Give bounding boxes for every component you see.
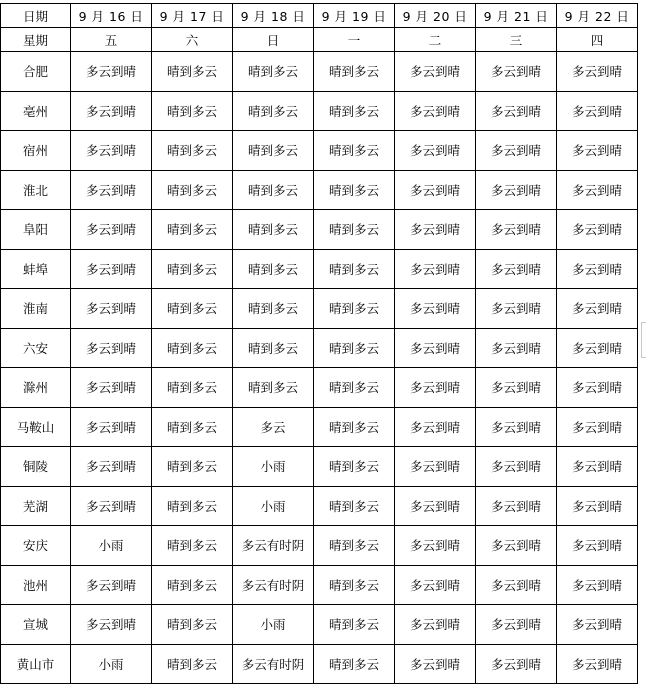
forecast-cell: 晴到多云 <box>233 170 314 210</box>
table-row <box>1 131 638 171</box>
forecast-cell: 小雨 <box>233 447 314 487</box>
forecast-cell: 多云到晴 <box>557 210 638 250</box>
forecast-cell: 多云到晴 <box>476 644 557 684</box>
table-row <box>1 486 638 526</box>
forecast-cell: 多云到晴 <box>395 644 476 684</box>
forecast-cell: 晴到多云 <box>314 447 395 487</box>
forecast-cell: 晴到多云 <box>152 447 233 487</box>
forecast-cell: 多云到晴 <box>395 407 476 447</box>
forecast-cell: 晴到多云 <box>314 91 395 131</box>
weekday-cell: 三 <box>476 28 557 52</box>
forecast-cell: 多云到晴 <box>476 368 557 408</box>
forecast-cell: 多云到晴 <box>395 131 476 171</box>
forecast-cell: 晴到多云 <box>152 52 233 92</box>
forecast-cell: 多云到晴 <box>395 91 476 131</box>
forecast-cell: 多云到晴 <box>395 605 476 645</box>
forecast-cell: 多云有时阴 <box>233 565 314 605</box>
forecast-cell: 晴到多云 <box>152 249 233 289</box>
forecast-cell: 晴到多云 <box>314 328 395 368</box>
table-row <box>1 328 638 368</box>
forecast-cell: 晴到多云 <box>314 170 395 210</box>
city-name-cell: 阜阳 <box>1 210 71 250</box>
forecast-cell: 多云到晴 <box>476 486 557 526</box>
forecast-cell: 晴到多云 <box>152 565 233 605</box>
forecast-cell: 多云到晴 <box>476 210 557 250</box>
forecast-cell: 晴到多云 <box>314 289 395 329</box>
weekday-cell: 五 <box>71 28 152 52</box>
forecast-cell: 小雨 <box>71 526 152 566</box>
weekday-cell: 六 <box>152 28 233 52</box>
forecast-cell: 多云到晴 <box>557 249 638 289</box>
forecast-cell: 多云到晴 <box>71 368 152 408</box>
forecast-cell: 晴到多云 <box>152 368 233 408</box>
forecast-cell: 晴到多云 <box>152 210 233 250</box>
forecast-cell: 晴到多云 <box>233 210 314 250</box>
forecast-cell: 多云到晴 <box>71 486 152 526</box>
date-cell: 9 月 19 日 <box>314 4 395 28</box>
city-name-cell: 芜湖 <box>1 486 71 526</box>
weekday-cell: 日 <box>233 28 314 52</box>
date-cell: 9 月 18 日 <box>233 4 314 28</box>
forecast-cell: 多云到晴 <box>71 565 152 605</box>
city-name-cell: 六安 <box>1 328 71 368</box>
date-cell: 9 月 21 日 <box>476 4 557 28</box>
forecast-cell: 晴到多云 <box>152 328 233 368</box>
forecast-cell: 多云到晴 <box>476 605 557 645</box>
forecast-cell: 晴到多云 <box>233 131 314 171</box>
forecast-cell: 多云到晴 <box>557 526 638 566</box>
forecast-cell: 晴到多云 <box>314 644 395 684</box>
forecast-cell: 多云到晴 <box>71 210 152 250</box>
forecast-cell: 晴到多云 <box>152 526 233 566</box>
forecast-cell: 多云到晴 <box>395 526 476 566</box>
forecast-cell: 多云到晴 <box>395 52 476 92</box>
forecast-cell: 晴到多云 <box>314 52 395 92</box>
forecast-cell: 晴到多云 <box>314 131 395 171</box>
table-row <box>1 249 638 289</box>
forecast-cell: 多云到晴 <box>476 447 557 487</box>
forecast-cell: 多云到晴 <box>71 289 152 329</box>
table-row <box>1 368 638 408</box>
city-name-cell: 宣城 <box>1 605 71 645</box>
forecast-cell: 多云到晴 <box>71 170 152 210</box>
forecast-cell: 多云到晴 <box>476 52 557 92</box>
forecast-cell: 小雨 <box>71 644 152 684</box>
side-scroll-marker <box>641 322 646 358</box>
table-row <box>1 447 638 487</box>
forecast-cell: 多云到晴 <box>557 486 638 526</box>
forecast-cell: 小雨 <box>233 605 314 645</box>
forecast-cell: 晴到多云 <box>152 91 233 131</box>
city-name-cell: 宿州 <box>1 131 71 171</box>
forecast-cell: 多云到晴 <box>71 447 152 487</box>
forecast-cell: 多云到晴 <box>476 565 557 605</box>
forecast-cell: 多云到晴 <box>557 91 638 131</box>
forecast-cell: 多云到晴 <box>395 565 476 605</box>
table-row <box>1 407 638 447</box>
table-row <box>1 289 638 329</box>
forecast-cell: 多云到晴 <box>71 249 152 289</box>
table-row <box>1 210 638 250</box>
forecast-cell: 多云到晴 <box>557 368 638 408</box>
forecast-cell: 多云到晴 <box>71 605 152 645</box>
forecast-cell: 多云到晴 <box>476 289 557 329</box>
city-name-cell: 马鞍山 <box>1 407 71 447</box>
forecast-cell: 多云到晴 <box>395 249 476 289</box>
forecast-cell: 多云到晴 <box>395 447 476 487</box>
forecast-cell: 晴到多云 <box>152 407 233 447</box>
table-row <box>1 170 638 210</box>
city-name-cell: 池州 <box>1 565 71 605</box>
city-name-cell: 安庆 <box>1 526 71 566</box>
forecast-cell: 晴到多云 <box>314 526 395 566</box>
date-cell: 9 月 17 日 <box>152 4 233 28</box>
city-name-cell: 淮南 <box>1 289 71 329</box>
city-name-cell: 淮北 <box>1 170 71 210</box>
forecast-cell: 多云到晴 <box>557 605 638 645</box>
forecast-cell: 晴到多云 <box>152 131 233 171</box>
forecast-cell: 多云到晴 <box>557 447 638 487</box>
forecast-cell: 晴到多云 <box>233 249 314 289</box>
forecast-cell: 多云到晴 <box>71 131 152 171</box>
date-cell: 9 月 22 日 <box>557 4 638 28</box>
forecast-cell: 晴到多云 <box>233 368 314 408</box>
forecast-cell: 小雨 <box>233 486 314 526</box>
city-name-cell: 合肥 <box>1 52 71 92</box>
forecast-cell: 晴到多云 <box>314 249 395 289</box>
weather-forecast-table <box>0 3 638 684</box>
forecast-cell: 晴到多云 <box>233 328 314 368</box>
weekday-header-row <box>1 28 638 52</box>
date-cell: 9 月 20 日 <box>395 4 476 28</box>
city-name-cell: 亳州 <box>1 91 71 131</box>
city-name-cell: 黄山市 <box>1 644 71 684</box>
forecast-cell: 多云到晴 <box>557 328 638 368</box>
table-row <box>1 605 638 645</box>
forecast-cell: 多云到晴 <box>476 407 557 447</box>
forecast-cell: 晴到多云 <box>314 407 395 447</box>
forecast-cell: 晴到多云 <box>152 644 233 684</box>
forecast-cell: 多云到晴 <box>557 170 638 210</box>
forecast-cell: 多云到晴 <box>395 170 476 210</box>
forecast-cell: 多云到晴 <box>395 289 476 329</box>
forecast-cell: 多云到晴 <box>395 328 476 368</box>
forecast-cell: 多云到晴 <box>557 644 638 684</box>
forecast-cell: 多云到晴 <box>395 486 476 526</box>
forecast-cell: 晴到多云 <box>152 486 233 526</box>
forecast-cell: 晴到多云 <box>233 289 314 329</box>
city-name-cell: 铜陵 <box>1 447 71 487</box>
forecast-cell: 多云到晴 <box>557 52 638 92</box>
forecast-cell: 晴到多云 <box>233 91 314 131</box>
forecast-cell: 多云到晴 <box>557 131 638 171</box>
date-cell: 9 月 16 日 <box>71 4 152 28</box>
forecast-cell: 晴到多云 <box>233 52 314 92</box>
forecast-cell: 多云到晴 <box>557 565 638 605</box>
forecast-cell: 多云到晴 <box>476 91 557 131</box>
city-name-cell: 蚌埠 <box>1 249 71 289</box>
date-header-row <box>1 4 638 28</box>
forecast-cell: 晴到多云 <box>314 210 395 250</box>
forecast-cell: 多云有时阴 <box>233 644 314 684</box>
forecast-cell: 晴到多云 <box>152 605 233 645</box>
forecast-cell: 多云到晴 <box>557 289 638 329</box>
date-header-label: 日期 <box>1 4 71 28</box>
forecast-cell: 多云到晴 <box>71 52 152 92</box>
forecast-cell: 多云到晴 <box>557 407 638 447</box>
forecast-cell: 晴到多云 <box>152 289 233 329</box>
weekday-cell: 四 <box>557 28 638 52</box>
forecast-cell: 晴到多云 <box>314 605 395 645</box>
table-row <box>1 526 638 566</box>
forecast-cell: 多云到晴 <box>476 170 557 210</box>
weekday-cell: 二 <box>395 28 476 52</box>
forecast-cell: 多云到晴 <box>476 131 557 171</box>
forecast-cell: 多云到晴 <box>71 91 152 131</box>
forecast-cell: 多云到晴 <box>476 249 557 289</box>
forecast-cell: 晴到多云 <box>152 170 233 210</box>
forecast-cell: 多云到晴 <box>476 526 557 566</box>
table-row <box>1 91 638 131</box>
weekday-cell: 一 <box>314 28 395 52</box>
forecast-cell: 多云到晴 <box>71 328 152 368</box>
forecast-cell: 多云到晴 <box>395 368 476 408</box>
table-row <box>1 565 638 605</box>
forecast-cell: 多云到晴 <box>71 407 152 447</box>
forecast-cell: 多云到晴 <box>476 328 557 368</box>
forecast-cell: 晴到多云 <box>314 368 395 408</box>
forecast-cell: 晴到多云 <box>314 486 395 526</box>
table-row <box>1 644 638 684</box>
forecast-cell: 晴到多云 <box>314 565 395 605</box>
weekday-header-label: 星期 <box>1 28 71 52</box>
forecast-cell: 多云 <box>233 407 314 447</box>
forecast-cell: 多云有时阴 <box>233 526 314 566</box>
table-row <box>1 52 638 92</box>
city-name-cell: 滁州 <box>1 368 71 408</box>
table-body <box>1 4 638 684</box>
forecast-cell: 多云到晴 <box>395 210 476 250</box>
